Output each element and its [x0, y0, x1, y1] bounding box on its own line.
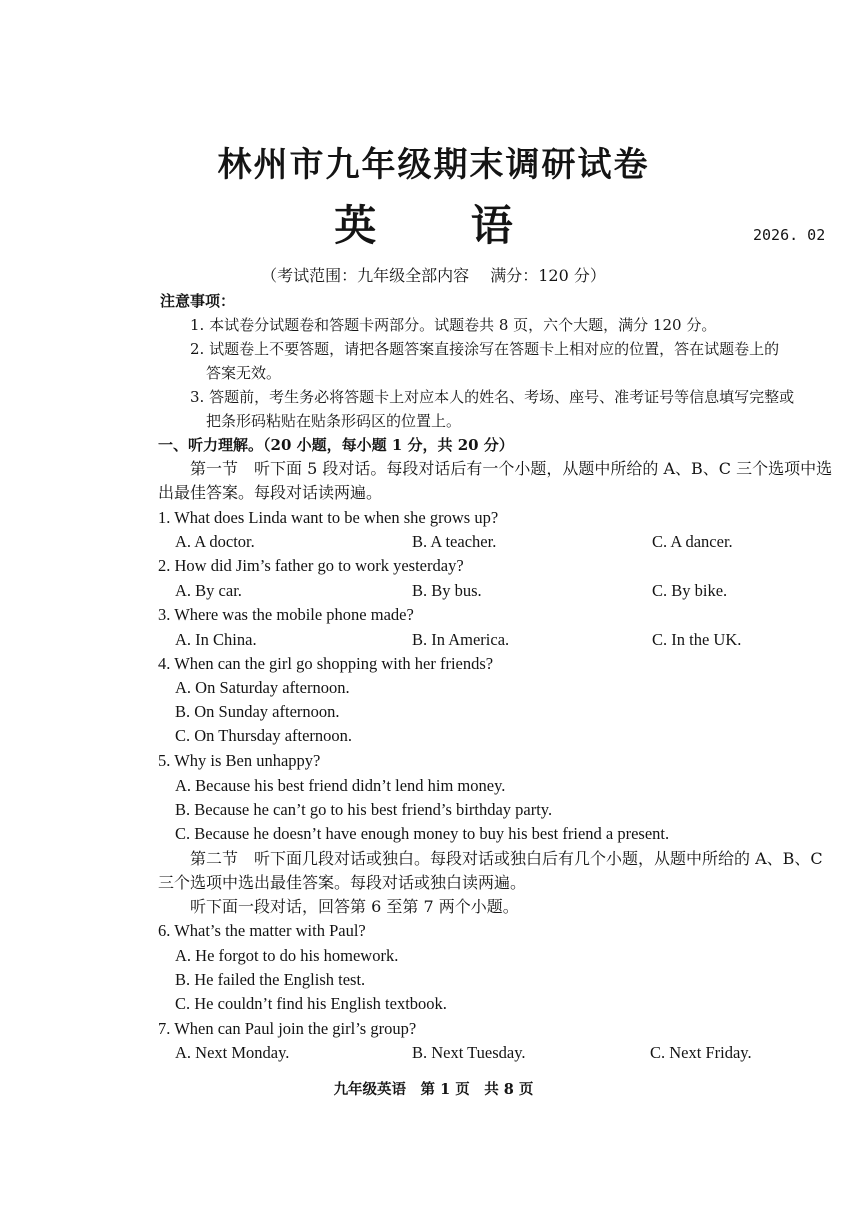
page-footer: 九年级英语 第 1 页 共 8 页 — [333, 1081, 534, 1098]
question-5-option-b: B. Because he can’t go to his best friend’s birthday party. — [175, 800, 553, 819]
question-4-option-b: B. On Sunday afternoon. — [175, 702, 340, 721]
question-6-stem: 6. What’s the matter with Paul? — [158, 921, 366, 940]
notice-item-3-line-2: 把条形码粘贴在贴条形码区的位置上。 — [206, 412, 462, 430]
question-7-option-c: C. Next Friday. — [650, 1043, 752, 1062]
section-1-heading: 一、听力理解。（20 小题，每小题 1 分，共 20 分） — [158, 436, 514, 454]
question-6-option-a: A. He forgot to do his homework. — [175, 946, 399, 965]
part-2-instruction-line-1: 第二节 听下面几段对话或独白。每段对话或独白后有几个小题，从题中所给的 A、B、C — [190, 849, 823, 868]
question-5-option-a: A. Because his best friend didn’t lend him money. — [175, 776, 506, 795]
question-5-stem: 5. Why is Ben unhappy? — [158, 751, 321, 770]
part-2-sub-instruction: 听下面一段对话，回答第 6 至第 7 两个小题。 — [190, 897, 519, 916]
subject-heading: 英 语 — [334, 201, 553, 250]
question-3-option-a: A. In China. — [175, 630, 257, 649]
question-3-stem: 3. Where was the mobile phone made? — [158, 605, 414, 624]
question-4-option-c: C. On Thursday afternoon. — [175, 726, 353, 745]
question-4-option-a: A. On Saturday afternoon. — [175, 678, 350, 697]
notice-item-1: 1. 本试卷分试题卷和答题卡两部分。试题卷共 8 页，六个大题，满分 120 分。 — [190, 316, 717, 334]
question-7-option-b: B. Next Tuesday. — [412, 1043, 526, 1062]
exam-title: 林州市九年级期末调研试卷 — [217, 145, 650, 185]
question-2-stem: 2. How did Jim’s father go to work yesterday? — [158, 556, 464, 575]
notice-item-2-line-1: 2. 试题卷上不要答题，请把各题答案直接涂写在答题卡上相对应的位置，答在试题卷上的 — [190, 340, 780, 358]
question-7-stem: 7. When can Paul join the girl’s group? — [158, 1019, 417, 1038]
question-2-option-c: C. By bike. — [652, 581, 728, 600]
question-2-option-a: A. By car. — [175, 581, 242, 600]
notice-item-3-line-1: 3. 答题前，考生务必将答题卡上对应本人的姓名、考场、座号、准考证号等信息填写完整或 — [190, 388, 795, 406]
question-3-option-c: C. In the UK. — [652, 630, 742, 649]
question-1-option-b: B. A teacher. — [412, 532, 497, 551]
question-6-option-c: C. He couldn’t find his English textbook. — [175, 994, 447, 1013]
question-1-stem: 1. What does Linda want to be when she grows up? — [158, 508, 499, 527]
question-4-stem: 4. When can the girl go shopping with her friends? — [158, 654, 494, 673]
question-6-option-b: B. He failed the English test. — [175, 970, 366, 989]
question-1-option-a: A. A doctor. — [175, 532, 255, 551]
notice-heading: 注意事项： — [160, 292, 236, 310]
question-5-option-c: C. Because he doesn’t have enough money to buy his best friend a present. — [175, 824, 670, 843]
part-1-instruction-line-1: 第一节 听下面 5 段对话。每段对话后有一个小题，从题中所给的 A、B、C 三个选项中选 — [190, 459, 833, 478]
question-2-option-b: B. By bus. — [412, 581, 482, 600]
question-7-option-a: A. Next Monday. — [175, 1043, 290, 1062]
question-3-option-b: B. In America. — [412, 630, 510, 649]
part-2-instruction-line-2: 三个选项中选出最佳答案。每段对话或独白读两遍。 — [158, 873, 527, 892]
exam-scope: （考试范围：九年级全部内容 满分：120 分） — [261, 266, 606, 285]
part-1-instruction-line-2: 出最佳答案。每段对话读两遍。 — [158, 483, 383, 502]
notice-item-2-line-2: 答案无效。 — [206, 364, 282, 382]
exam-date: 2026. 02 — [753, 226, 826, 244]
question-1-option-c: C. A dancer. — [652, 532, 733, 551]
